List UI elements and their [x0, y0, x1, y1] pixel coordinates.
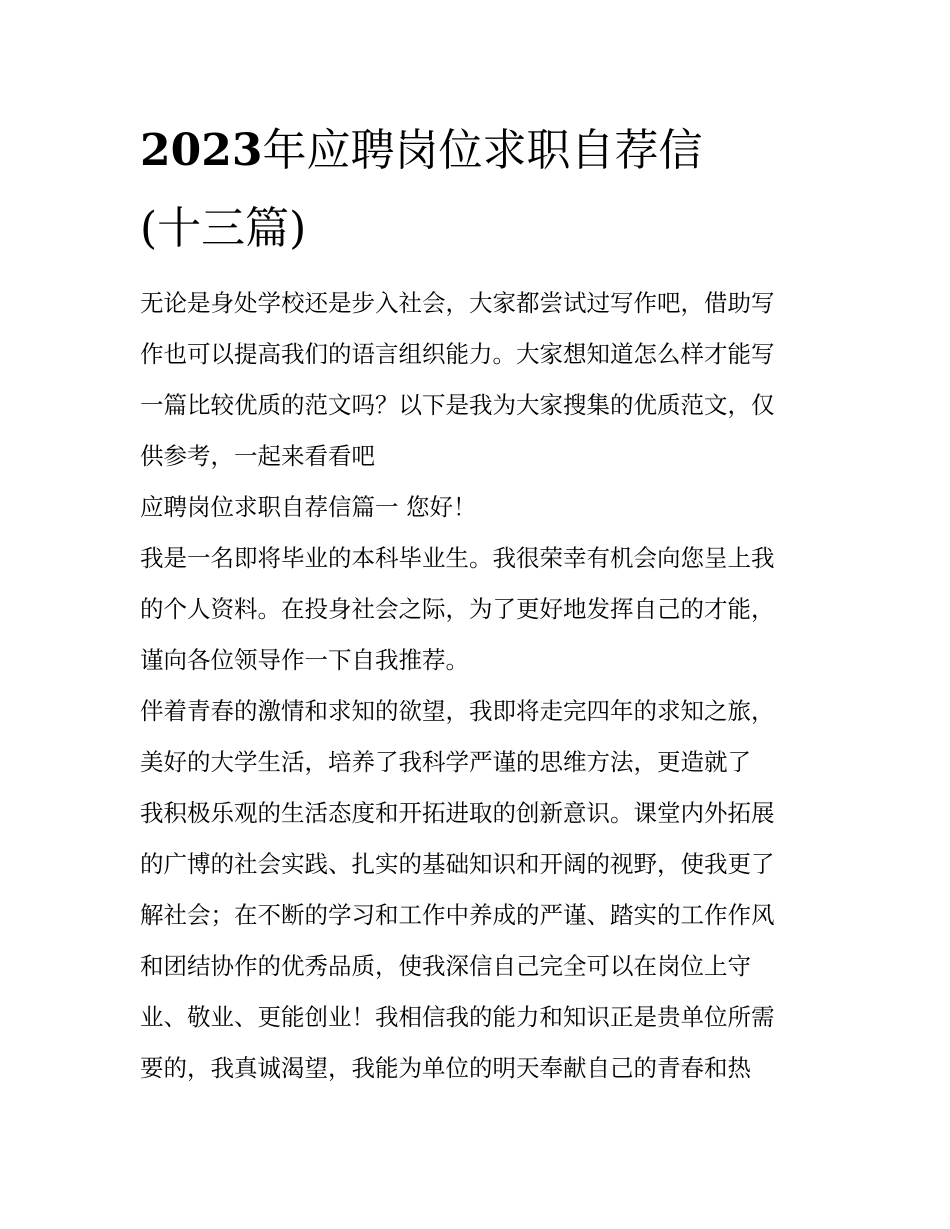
body-line: 业、敬业、更能创业！我相信我的能力和知识正是贵单位所需	[140, 1003, 775, 1031]
document-title	[140, 112, 820, 268]
body-line: 供参考，一起来看看吧	[140, 442, 375, 470]
body-line: 的个人资料。在投身社会之际，为了更好地发挥自己的才能，	[140, 595, 775, 623]
section-heading: 应聘岗位求职自荐信篇一 您好！	[140, 493, 477, 521]
body-line: 伴着青春的激情和求知的欲望，我即将走完四年的求知之旅，	[140, 697, 775, 725]
body-line: 要的，我真诚渴望，我能为单位的明天奉献自己的青春和热	[140, 1054, 751, 1082]
body-line: 谨向各位领导作一下自我推荐。	[140, 646, 469, 674]
body-line: 作也可以提高我们的语言组织能力。大家想知道怎么样才能写	[140, 340, 775, 368]
body-line: 无论是身处学校还是步入社会，大家都尝试过写作吧，借助写	[140, 289, 775, 317]
title-text-line2: (十三篇)	[140, 203, 307, 254]
body-line: 美好的大学生活，培养了我科学严谨的思维方法，更造就了	[140, 748, 751, 776]
body-line: 和团结协作的优秀品质，使我深信自己完全可以在岗位上守	[140, 952, 751, 980]
body-line: 的广博的社会实践、扎实的基础知识和开阔的视野，使我更了	[140, 850, 775, 878]
title-year: 2023	[140, 125, 263, 176]
body-line: 解社会；在不断的学习和工作中养成的严谨、踏实的工作作风	[140, 901, 775, 929]
body-line: 一篇比较优质的范文吗？以下是我为大家搜集的优质范文，仅	[140, 391, 775, 419]
document-body	[140, 278, 820, 1094]
body-line: 我积极乐观的生活态度和开拓进取的创新意识。课堂内外拓展	[140, 799, 775, 827]
body-line: 我是一名即将毕业的本科毕业生。我很荣幸有机会向您呈上我	[140, 544, 775, 572]
title-text-line1: 年应聘岗位求职自荐信	[262, 125, 703, 176]
